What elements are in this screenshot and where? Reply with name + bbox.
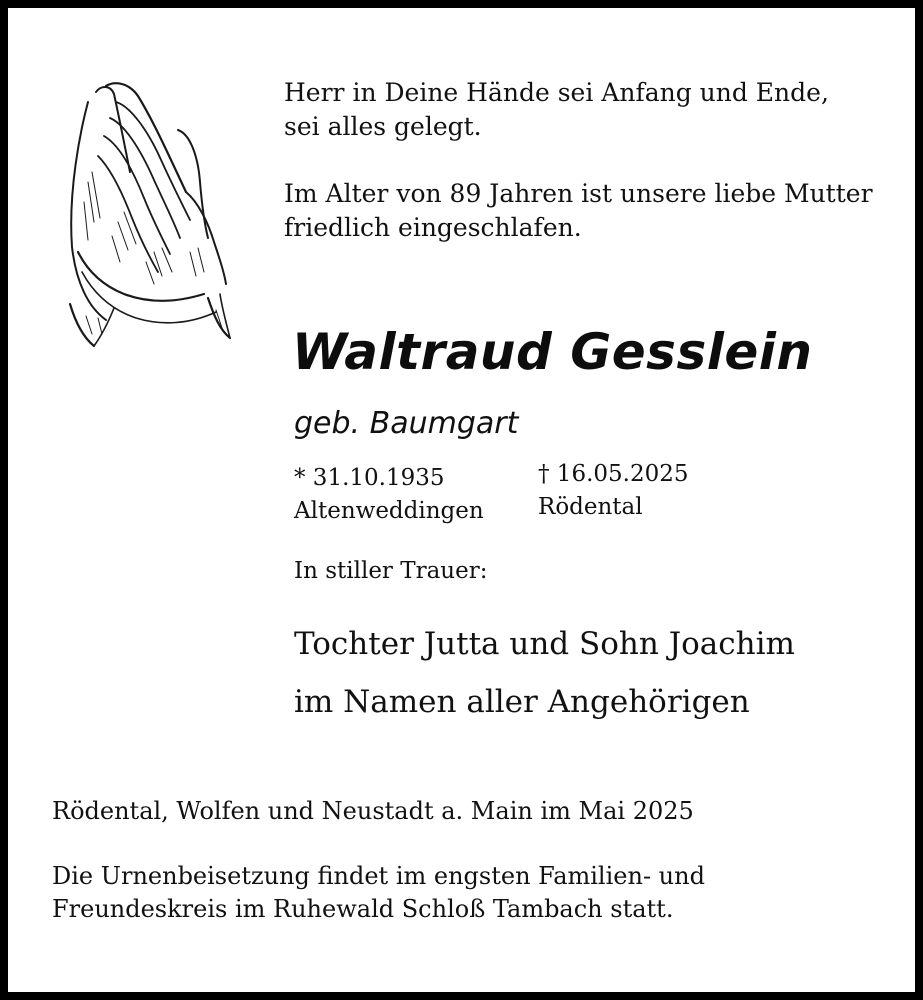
mourners-line: im Namen aller Angehörigen: [294, 684, 750, 720]
praying-hands-icon: [58, 72, 238, 352]
announcement: [284, 177, 873, 245]
birth-place: Altenweddingen: [294, 498, 484, 524]
burial-line: Die Urnenbeisetzung findet im engsten Familien- und: [52, 862, 705, 890]
birth-info: [294, 462, 484, 528]
death-info: [538, 458, 689, 524]
mourners: [294, 615, 795, 731]
mourning-intro: In stiller Trauer:: [294, 558, 488, 584]
deceased-name: Waltraud Gesslein: [292, 323, 813, 381]
place-date: Rödental, Wolfen und Neustadt a. Main im Mai 2025: [52, 797, 694, 825]
birth-name: geb. Baumgart: [294, 406, 519, 441]
mourners-line: Tochter Jutta und Sohn Joachim: [294, 626, 795, 662]
burial-notice: [52, 860, 705, 926]
verse: [284, 76, 829, 144]
announcement-line: friedlich eingeschlafen.: [284, 213, 582, 242]
burial-line: Freundeskreis im Ruhewald Schloß Tambach statt.: [52, 895, 674, 923]
announcement-line: Im Alter von 89 Jahren ist unsere liebe Mutter: [284, 179, 873, 208]
death-place: Rödental: [538, 494, 643, 520]
verse-line: Herr in Deine Hände sei Anfang und Ende,: [284, 78, 829, 107]
death-date: † 16.05.2025: [538, 461, 689, 487]
birth-date: * 31.10.1935: [294, 465, 445, 491]
verse-line: sei alles gelegt.: [284, 112, 482, 141]
